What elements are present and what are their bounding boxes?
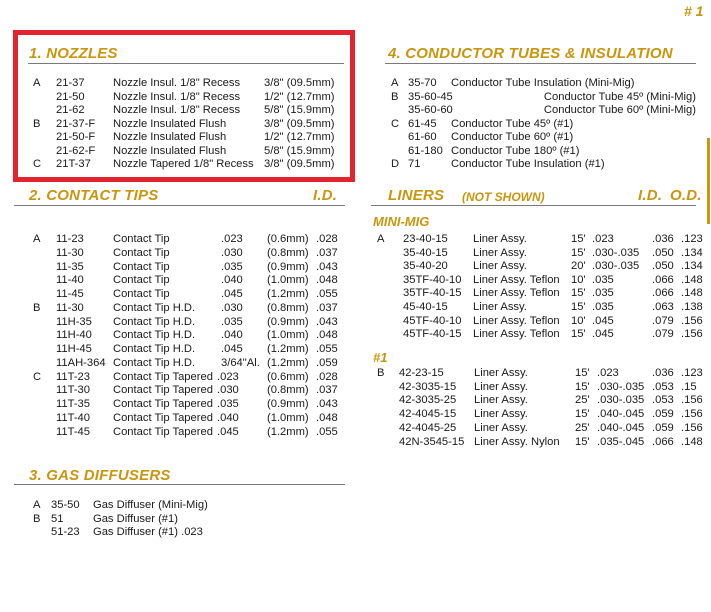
inner-diameter: .055	[316, 288, 338, 300]
description: Liner Assy.	[473, 301, 527, 313]
mini-mig-label: MINI-MIG	[373, 214, 430, 229]
part-number: 11T-40	[56, 411, 90, 424]
part-number: 42-23-15	[399, 367, 444, 379]
liners-rule	[371, 205, 696, 206]
no1-label: #1	[373, 350, 388, 365]
part-number: 11T-23	[56, 370, 90, 383]
part-number: 35TF-40-15	[403, 287, 462, 300]
description: Gas Diffuser (#1)	[93, 512, 178, 525]
outer-diameter: .156	[681, 314, 703, 327]
part-number: 42N-3545-15	[399, 435, 465, 448]
part-number: 11-35	[56, 260, 84, 273]
page-edge-bar	[707, 138, 710, 224]
conductor-tubes-rule	[385, 63, 696, 64]
wire-size: .045	[217, 425, 239, 438]
description: Liner Assy.	[473, 260, 527, 273]
inner-diameter: .066	[652, 287, 674, 300]
group-letter: A	[33, 233, 41, 245]
description: Liner Assy. Teflon	[473, 328, 560, 341]
description: Nozzle Insulated Flush	[113, 144, 227, 157]
group-letter: A	[391, 77, 399, 89]
inner-diameter: .053	[652, 380, 674, 393]
description: Liner Assy.	[474, 367, 528, 379]
part-number: 11-30	[56, 246, 84, 259]
part-number: 45TF-40-10	[403, 314, 462, 327]
size: 5/8" (15.9mm)	[264, 104, 335, 116]
description: Contact Tip H.D.	[113, 356, 196, 369]
metric-size: (0.6mm)	[267, 370, 309, 383]
part-number: 51-23	[51, 526, 80, 538]
description: Contact Tip H.D.	[113, 301, 196, 314]
inner-diameter: .043	[316, 398, 338, 410]
description: Contact Tip Tapered	[113, 370, 213, 383]
wire-size: .040	[217, 411, 239, 424]
outer-diameter: .148	[681, 273, 703, 286]
description: Nozzle Tapered 1/8" Recess	[113, 158, 254, 170]
part-number: 21-50	[56, 90, 85, 103]
description: Liner Assy.	[474, 380, 528, 393]
liner-length: 15'	[575, 408, 590, 421]
part-number: 35TF-40-10	[403, 273, 462, 286]
description: Liner Assy.	[473, 246, 527, 259]
gas-diffusers-title: 3. GAS DIFFUSERS	[29, 467, 171, 484]
inner-diameter: .055	[316, 343, 338, 355]
metric-size: (1.0mm)	[267, 329, 309, 342]
wire-range: .035-.045	[597, 435, 645, 448]
size: 3/8" (09.5mm)	[264, 158, 335, 170]
part-number: 21T-37	[56, 158, 91, 170]
description: Contact Tip	[113, 260, 170, 273]
description: Liner Assy. Nylon	[474, 435, 560, 448]
part-number: 35-60-60	[408, 104, 453, 116]
size: 1/2" (12.7mm)	[264, 131, 335, 143]
wire-size: .023	[217, 370, 239, 383]
metric-size: (1.2mm)	[267, 356, 309, 369]
liner-length: 15'	[571, 301, 586, 313]
metric-size: (0.9mm)	[267, 315, 309, 328]
inner-diameter: .037	[316, 301, 338, 314]
inner-diameter: .079	[652, 314, 674, 327]
description: Nozzle Insulated Flush	[113, 117, 227, 130]
group-letter: B	[33, 301, 41, 314]
part-number: 11H-35	[56, 315, 92, 328]
wire-range: .030-.035	[592, 260, 640, 273]
wire-size: .030	[221, 246, 243, 259]
description: Conductor Tube 45º (Mini-Mig)	[543, 90, 696, 103]
group-letter: C	[391, 117, 400, 130]
part-number: 51	[51, 512, 64, 525]
wire-range: .023	[592, 233, 614, 245]
wire-range: .030-.035	[592, 246, 640, 259]
wire-size: .045	[221, 343, 243, 355]
metric-size: (1.2mm)	[267, 425, 309, 438]
inner-diameter: .043	[316, 315, 338, 328]
description: Nozzle Insulated Flush	[113, 131, 227, 143]
metric-size: (0.9mm)	[267, 260, 309, 273]
inner-diameter: .048	[316, 411, 338, 424]
liner-length: 10'	[571, 273, 586, 286]
outer-diameter: .148	[681, 287, 703, 300]
wire-range: .040-.045	[597, 408, 645, 421]
part-number: 21-62-F	[56, 144, 96, 157]
metric-size: (0.8mm)	[267, 301, 309, 314]
description: Conductor Tube Insulation (Mini-Mig)	[451, 77, 635, 89]
wire-size: .035	[217, 398, 239, 410]
wire-size: .030	[217, 384, 239, 397]
description: Liner Assy. Teflon	[473, 314, 560, 327]
part-number: 35-40-15	[403, 246, 448, 259]
liners-od-label: O.D.	[670, 187, 702, 204]
part-number: 21-37	[56, 77, 85, 89]
metric-size: (1.0mm)	[267, 411, 309, 424]
outer-diameter: .156	[681, 408, 703, 421]
outer-diameter: .123	[681, 233, 703, 245]
part-number: 61-45	[408, 117, 437, 130]
metric-size: (1.2mm)	[267, 343, 309, 355]
liner-length: 15'	[571, 328, 586, 341]
description: Contact Tip H.D.	[113, 329, 196, 342]
description: Liner Assy. Teflon	[473, 273, 560, 286]
wire-range: .030-.035	[597, 380, 645, 393]
description: Contact Tip H.D.	[113, 315, 196, 328]
part-number: 11-30	[56, 301, 84, 314]
outer-diameter: .148	[681, 435, 703, 448]
wire-size: .035	[221, 315, 243, 328]
liner-length: 15'	[571, 233, 586, 245]
liner-length: 15'	[575, 380, 590, 393]
inner-diameter: .036	[652, 233, 674, 245]
part-number: 35-40-20	[403, 260, 448, 273]
group-letter: B	[33, 117, 41, 130]
liner-length: 15'	[571, 287, 586, 300]
metric-size: (1.0mm)	[267, 274, 309, 287]
description: Liner Assy. Teflon	[473, 287, 560, 300]
description: Nozzle Insul. 1/8" Recess	[113, 90, 241, 103]
inner-diameter: .050	[652, 246, 674, 259]
size: 3/8" (09.5mm)	[264, 77, 335, 89]
part-number: 23-40-15	[403, 233, 448, 245]
group-letter: C	[33, 158, 42, 170]
part-number: 42-3035-15	[399, 380, 457, 393]
group-letter: B	[33, 512, 41, 525]
wire-size: .030	[221, 301, 243, 314]
liner-length: 10'	[571, 314, 586, 327]
wire-range: .035	[592, 287, 614, 300]
outer-diameter: .156	[681, 394, 703, 407]
description: Liner Assy.	[474, 394, 528, 407]
description: Contact Tip	[113, 274, 170, 287]
description: Contact Tip	[113, 288, 170, 300]
part-number: 11T-45	[56, 425, 90, 438]
conductor-tubes-title: 4. CONDUCTOR TUBES & INSULATION	[388, 45, 673, 62]
metric-size: (0.8mm)	[267, 246, 309, 259]
description: Conductor Tube 45º (#1)	[451, 117, 574, 130]
wire-size: .023	[221, 233, 243, 245]
part-number: 11T-35	[56, 398, 90, 410]
inner-diameter: .066	[652, 273, 674, 286]
group-letter: A	[377, 233, 385, 245]
liner-length: 15'	[571, 246, 586, 259]
outer-diameter: .15	[681, 380, 697, 393]
wire-range: .023	[597, 367, 619, 379]
inner-diameter: .048	[316, 329, 338, 342]
part-number: 11H-45	[56, 343, 92, 355]
liners-title: LINERS	[388, 187, 445, 204]
part-number: 35-60-45	[408, 90, 453, 103]
group-letter: D	[391, 158, 400, 170]
liners-not-shown-note: (NOT SHOWN)	[462, 190, 545, 204]
part-number: 21-62	[56, 104, 85, 116]
size: 5/8" (15.9mm)	[264, 144, 335, 157]
description: Conductor Tube 60º (Mini-Mig)	[543, 104, 696, 116]
page-number: # 1	[684, 3, 704, 19]
description: Nozzle Insul. 1/8" Recess	[113, 77, 241, 89]
nozzles-title: 1. NOZZLES	[29, 45, 118, 62]
size: 3/8" (09.5mm)	[264, 117, 335, 130]
description: Liner Assy.	[473, 233, 527, 245]
inner-diameter: .050	[652, 260, 674, 273]
description: Contact Tip Tapered	[113, 411, 213, 424]
part-number: 11T-30	[56, 384, 90, 397]
description: Liner Assy.	[474, 408, 528, 421]
inner-diameter: .028	[316, 233, 338, 245]
metric-size: (0.6mm)	[267, 233, 309, 245]
part-number: 61-60	[408, 131, 437, 143]
inner-diameter: .037	[316, 246, 338, 259]
inner-diameter: .059	[652, 421, 674, 434]
outer-diameter: .134	[681, 246, 703, 259]
inner-diameter: .048	[316, 274, 338, 287]
description: Conductor Tube Insulation (#1)	[451, 158, 605, 170]
part-number: 42-4045-15	[399, 408, 457, 421]
part-number: 61-180	[408, 144, 443, 157]
outer-diameter: .123	[681, 367, 703, 379]
part-number: 21-50-F	[56, 131, 96, 143]
description: Contact Tip	[113, 233, 170, 245]
outer-diameter: .156	[681, 421, 703, 434]
part-number: 11-45	[56, 288, 84, 300]
size: 1/2" (12.7mm)	[264, 90, 335, 103]
description: Conductor Tube 60º (#1)	[451, 131, 574, 143]
group-letter: B	[377, 367, 385, 379]
wire-size: .040	[221, 329, 243, 342]
wire-range: .040-.045	[597, 421, 645, 434]
wire-range: .030-.035	[597, 394, 645, 407]
part-number: 45TF-40-15	[403, 328, 462, 341]
contact-tips-title: 2. CONTACT TIPS	[29, 187, 159, 204]
inner-diameter: .053	[652, 394, 674, 407]
inner-diameter: .036	[652, 367, 674, 379]
wire-size: .035	[221, 260, 243, 273]
liner-length: 15'	[575, 435, 590, 448]
nozzles-rule	[28, 63, 344, 64]
group-letter: A	[33, 77, 41, 89]
part-number: 35-70	[408, 77, 437, 89]
inner-diameter: .055	[316, 425, 338, 438]
inner-diameter: .066	[652, 435, 674, 448]
description: Contact Tip Tapered	[113, 398, 213, 410]
liner-length: 25'	[575, 394, 590, 407]
part-number: 45-40-15	[403, 301, 448, 313]
part-number: 42-3035-25	[399, 394, 457, 407]
part-number: 35-50	[51, 499, 80, 511]
description: Contact Tip Tapered	[113, 425, 213, 438]
contact-tips-rule	[14, 205, 345, 206]
inner-diameter: .079	[652, 328, 674, 341]
description: Contact Tip Tapered	[113, 384, 213, 397]
inner-diameter: .028	[316, 370, 338, 383]
wire-size: .045	[221, 288, 243, 300]
description: Conductor Tube 180º (#1)	[451, 144, 580, 157]
part-number: 11-23	[56, 233, 84, 245]
inner-diameter: .059	[652, 408, 674, 421]
inner-diameter: .043	[316, 260, 338, 273]
metric-size: (0.8mm)	[267, 384, 309, 397]
group-letter: A	[33, 499, 41, 511]
gas-diffusers-rule	[14, 484, 345, 485]
description: Contact Tip	[113, 246, 170, 259]
group-letter: B	[391, 90, 399, 103]
wire-range: .045	[592, 314, 614, 327]
wire-range: .045	[592, 328, 614, 341]
description: Liner Assy.	[474, 421, 528, 434]
wire-range: .035	[592, 273, 614, 286]
description: Gas Diffuser (Mini-Mig)	[93, 499, 208, 511]
outer-diameter: .134	[681, 260, 703, 273]
metric-size: (1.2mm)	[267, 288, 309, 300]
description: Contact Tip H.D.	[113, 343, 196, 355]
contact-tips-id-label: I.D.	[313, 187, 338, 204]
part-number: 71	[408, 158, 421, 170]
description: Nozzle Insul. 1/8" Recess	[113, 104, 241, 116]
inner-diameter: .037	[316, 384, 338, 397]
wire-size: .040	[221, 274, 243, 287]
wire-range: .035	[592, 301, 614, 313]
description: Gas Diffuser (#1) .023	[93, 526, 203, 538]
liner-length: 15'	[575, 367, 590, 379]
inner-diameter: .063	[652, 301, 674, 313]
part-number: 11H-40	[56, 329, 92, 342]
outer-diameter: .156	[681, 328, 703, 341]
liners-id-label: I.D.	[638, 187, 663, 204]
part-number: 11-40	[56, 274, 84, 287]
part-number: 42-4045-25	[399, 421, 457, 434]
liner-length: 25'	[575, 421, 590, 434]
inner-diameter: .059	[316, 356, 338, 369]
outer-diameter: .138	[681, 301, 703, 313]
liner-length: 20'	[571, 260, 586, 273]
part-number: 11AH-364	[56, 356, 106, 369]
part-number: 21-37-F	[56, 117, 96, 130]
wire-size: 3/64"Al.	[221, 356, 260, 369]
metric-size: (0.9mm)	[267, 398, 309, 410]
group-letter: C	[33, 370, 42, 383]
